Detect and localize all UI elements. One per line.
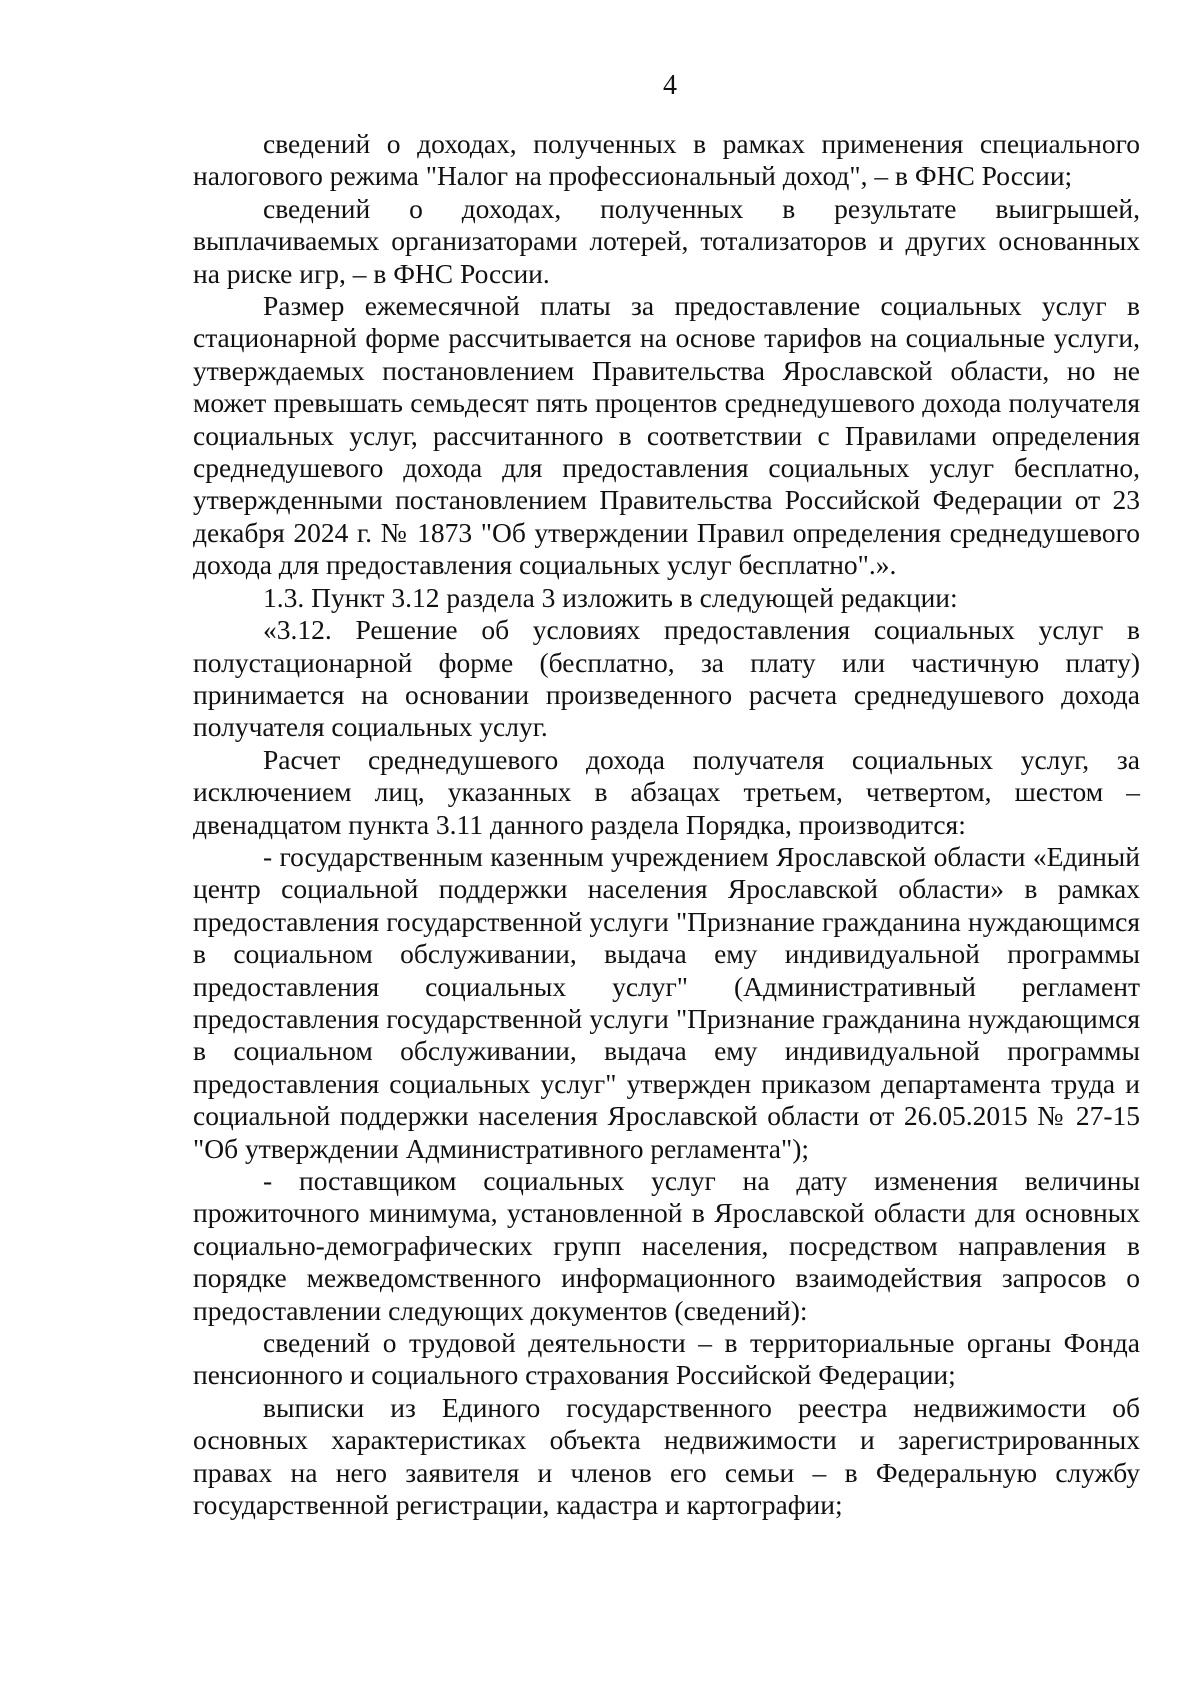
paragraph-service-provider: - поставщиком социальных услуг на дату изменения величины прожиточного минимума, установленной в Ярославской области для основных социально-демографических групп населения, посредством направления в порядке межведомственного информационного взаимодействия запросов о предоставлении следующих документов (сведений):: [193, 1165, 1140, 1326]
paragraph-real-estate-registry: выписки из Единого государственного реестра недвижимости об основных характеристиках объекта недвижимости и зарегистрированных правах на него заявителя и членов его семьи – в Федеральную службу государственной регистрации, кадастра и картографии;: [193, 1391, 1140, 1521]
paragraph-npd-income: сведений о доходах, полученных в рамках применения специального налогового режима "Налог на профессиональный доход", – в ФНС России;: [193, 128, 1140, 192]
paragraph-labor-activity: сведений о трудовой деятельности – в территориальные органы Фонда пенсионного и социального страхования Российской Федерации;: [193, 1327, 1140, 1391]
paragraph-state-institution: - государственным казенным учреждением Ярославской области «Единый центр социальной поддержки населения Ярославской области» в рамках предоставления государственной услуги "Признание гражданина нуждающимся в социальном обслуживании, выдача ему индивидуальной программы предоставления социальных услуг" (Административный регламент предоставления государственной услуги "Признание гражданина нуждающимся в социальном обслуживании, выдача ему индивидуальной программы предоставления социальных услуг" утвержден приказом департамента труда и социальной поддержки населения Ярославской области от 26.05.2015 № 27-15 "Об утверждении Административного регламента");: [193, 840, 1140, 1164]
paragraph-amendment-1-3: 1.3. Пункт 3.12 раздела 3 изложить в следующей редакции:: [263, 581, 958, 613]
paragraph-income-calculation: Расчет среднедушевого дохода получателя социальных услуг, за исключением лиц, указанных в абзацах третьем, четвертом, шестом – двенадцатом пункта 3.11 данного раздела Порядка, производится:: [193, 743, 1140, 840]
paragraph-clause-3-12: «3.12. Решение об условиях предоставления социальных услуг в полустационарной форме (бесплатно, за плату или частичную плату) принимается на основании произведенного расчета среднедушевого дохода получателя социальных услуг.: [193, 614, 1140, 743]
paragraph-monthly-fee: Размер ежемесячной платы за предоставление социальных услуг в стационарной форме рассчитывается на основе тарифов на социальные услуги, утверждаемых постановлением Правительства Ярославской области, но не может превышать семьдесят пять процентов среднедушевого дохода получателя социальных услуг, рассчитанного в соответствии с Правилами определения среднедушевого дохода для предоставления социальных услуг бесплатно, утвержденными постановлением Правительства Российской Федерации от 23 декабря 2024 г. № 1873 "Об утверждении Правил определения среднедушевого дохода для предоставления социальных услуг бесплатно".».: [193, 290, 1140, 581]
paragraph-lottery-income: сведений о доходах, полученных в результате выигрышей, выплачиваемых организаторами лотерей, тотализаторов и других основанных на риске игр, – в ФНС России.: [193, 192, 1140, 289]
page-number: 4: [663, 70, 677, 101]
document-body: [193, 128, 1140, 1521]
